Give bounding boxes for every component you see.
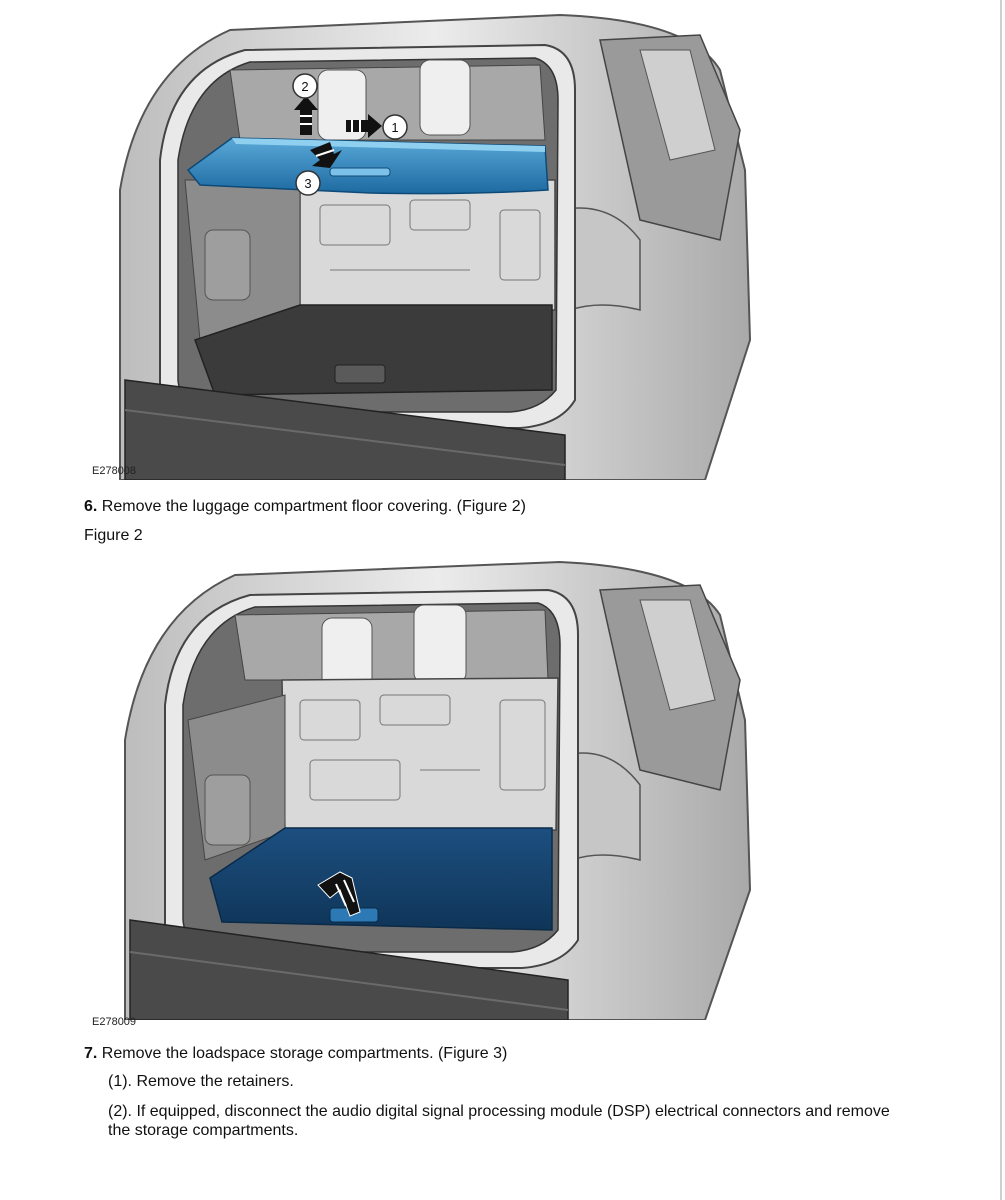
figure-2-caption: Figure 2 (84, 527, 143, 544)
step-7-text: Remove the loadspace storage compartments. (Figure 3) (101, 1045, 508, 1062)
step-6 (84, 497, 526, 516)
substep-1: (1). Remove the retainers. (108, 1073, 294, 1090)
step-6-text: Remove the luggage compartment floor covering. (Figure 2) (101, 498, 526, 515)
svg-text:2: 2 (301, 79, 309, 94)
callout-3 (296, 171, 320, 195)
callout-1 (383, 115, 407, 139)
step-6-number: 6. (84, 498, 98, 515)
figure-2-id: E278009 (92, 1016, 137, 1028)
figure-1-id: E278008 (92, 465, 137, 477)
figure-1-svg (0, 10, 1005, 480)
figure-2-svg (0, 560, 1005, 1020)
floor-covering-highlight (210, 828, 552, 930)
svg-text:1: 1 (391, 120, 399, 135)
figure-1-illustration (0, 10, 1005, 480)
figure-2-illustration (0, 560, 1005, 1028)
substep-2: (2). If equipped, disconnect the audio digital signal processing module (DSP) electrical connectors and remove the storage compartments. (108, 1103, 890, 1139)
step-7 (84, 1044, 507, 1063)
callout-2 (293, 74, 317, 98)
svg-text:3: 3 (304, 176, 312, 191)
step-7-number: 7. (84, 1045, 98, 1062)
